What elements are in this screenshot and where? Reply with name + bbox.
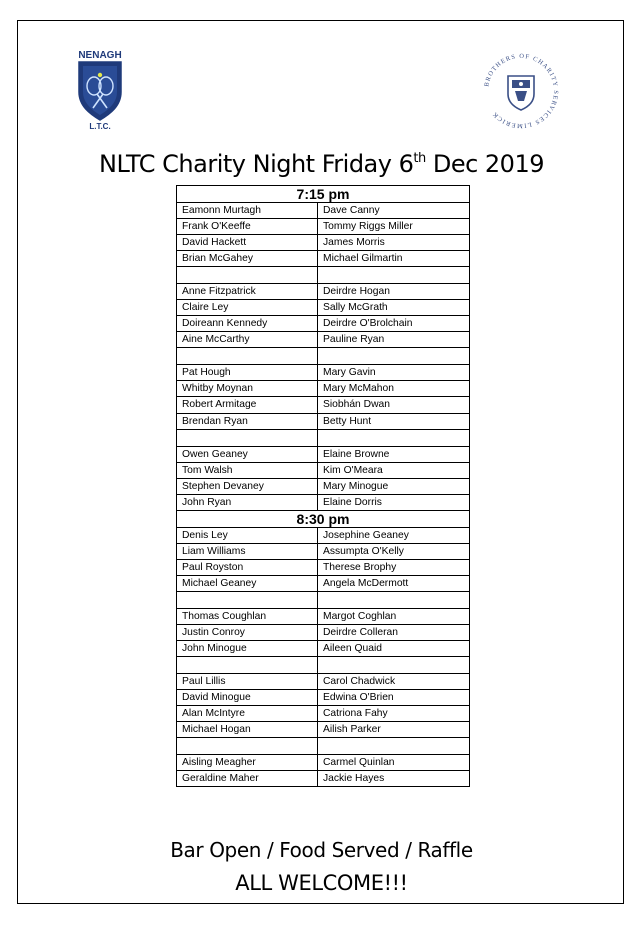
session-time: 8:30 pm: [177, 510, 470, 527]
player-name-right: Assumpta O'Kelly: [318, 543, 470, 559]
spacer-row: [177, 429, 470, 446]
pairing-row: [177, 251, 470, 267]
player-name-right: Jackie Hayes: [318, 771, 470, 787]
pairing-row: [177, 624, 470, 640]
player-name-left: Denis Ley: [177, 527, 318, 543]
player-name-right: Michael Gilmartin: [318, 251, 470, 267]
pairing-row: [177, 674, 470, 690]
player-name-left: Aisling Meagher: [177, 755, 318, 771]
pairing-row: [177, 203, 470, 219]
player-name-right: Carmel Quinlan: [318, 755, 470, 771]
pairing-row: [177, 722, 470, 738]
player-name-right: Elaine Dorris: [318, 494, 470, 510]
spacer-cell: [318, 738, 470, 755]
pairing-row: [177, 235, 470, 251]
pairing-row: [177, 300, 470, 316]
pairing-row: [177, 690, 470, 706]
player-name-right: Tommy Riggs Miller: [318, 219, 470, 235]
pairing-row: [177, 462, 470, 478]
logo-ltc-text: L.T.C.: [89, 122, 111, 130]
schedule-table: [176, 185, 470, 787]
spacer-row: [177, 738, 470, 755]
player-name-right: Mary Gavin: [318, 365, 470, 381]
spacer-cell: [177, 657, 318, 674]
pairing-row: [177, 397, 470, 413]
pairing-row: [177, 316, 470, 332]
player-name-right: Dave Canny: [318, 203, 470, 219]
player-name-right: Aileen Quaid: [318, 641, 470, 657]
player-name-right: Deirdre Colleran: [318, 624, 470, 640]
player-name-left: Paul Royston: [177, 559, 318, 575]
time-heading-row: [177, 186, 470, 203]
player-name-right: Angela McDermott: [318, 575, 470, 591]
pairing-row: [177, 446, 470, 462]
spacer-cell: [318, 267, 470, 284]
player-name-right: Betty Hunt: [318, 413, 470, 429]
player-name-left: Stephen Devaney: [177, 478, 318, 494]
spacer-cell: [177, 738, 318, 755]
spacer-row: [177, 591, 470, 608]
pairing-row: [177, 559, 470, 575]
player-name-left: Doireann Kennedy: [177, 316, 318, 332]
player-name-left: Robert Armitage: [177, 397, 318, 413]
pairing-row: [177, 575, 470, 591]
player-name-left: Frank O'Keeffe: [177, 219, 318, 235]
player-name-left: John Minogue: [177, 641, 318, 657]
player-name-left: Eamonn Murtagh: [177, 203, 318, 219]
pairing-row: [177, 706, 470, 722]
player-name-right: Deirdre O'Brolchain: [318, 316, 470, 332]
player-name-right: Ailish Parker: [318, 722, 470, 738]
pairing-row: [177, 381, 470, 397]
player-name-left: Brendan Ryan: [177, 413, 318, 429]
title-tail: Dec 2019: [425, 150, 544, 178]
pairing-row: [177, 494, 470, 510]
player-name-right: Catriona Fahy: [318, 706, 470, 722]
player-name-left: Liam Williams: [177, 543, 318, 559]
player-name-right: Edwina O'Brien: [318, 690, 470, 706]
player-name-left: Justin Conroy: [177, 624, 318, 640]
player-name-right: Deirdre Hogan: [318, 284, 470, 300]
player-name-right: Josephine Geaney: [318, 527, 470, 543]
pairing-row: [177, 478, 470, 494]
spacer-row: [177, 348, 470, 365]
spacer-cell: [318, 591, 470, 608]
player-name-left: Paul Lillis: [177, 674, 318, 690]
spacer-cell: [318, 429, 470, 446]
spacer-cell: [318, 348, 470, 365]
session-time: 7:15 pm: [177, 186, 470, 203]
player-name-right: Therese Brophy: [318, 559, 470, 575]
pairing-row: [177, 608, 470, 624]
brothers-of-charity-seal: [476, 46, 566, 136]
player-name-right: Mary McMahon: [318, 381, 470, 397]
player-name-right: Pauline Ryan: [318, 332, 470, 348]
pairing-row: [177, 413, 470, 429]
logo-nenagh-text: NENAGH: [78, 50, 122, 61]
pairing-row: [177, 771, 470, 787]
player-name-right: Elaine Browne: [318, 446, 470, 462]
spacer-cell: [177, 591, 318, 608]
player-name-right: Sally McGrath: [318, 300, 470, 316]
pairing-row: [177, 641, 470, 657]
player-name-left: Pat Hough: [177, 365, 318, 381]
spacer-cell: [318, 657, 470, 674]
player-name-left: Geraldine Maher: [177, 771, 318, 787]
player-name-right: Mary Minogue: [318, 478, 470, 494]
player-name-left: Alan McIntyre: [177, 706, 318, 722]
player-name-right: Siobhán Dwan: [318, 397, 470, 413]
player-name-left: Whitby Moynan: [177, 381, 318, 397]
player-name-right: James Morris: [318, 235, 470, 251]
page-title: [0, 150, 643, 178]
player-name-left: David Minogue: [177, 690, 318, 706]
player-name-left: Claire Ley: [177, 300, 318, 316]
spacer-row: [177, 657, 470, 674]
spacer-row: [177, 267, 470, 284]
title-ordinal: th: [413, 151, 426, 166]
time-heading-row: [177, 510, 470, 527]
spacer-cell: [177, 348, 318, 365]
pairing-row: [177, 365, 470, 381]
spacer-cell: [177, 267, 318, 284]
spacer-cell: [177, 429, 318, 446]
footer-welcome: ALL WELCOME!!!: [235, 871, 408, 895]
player-name-left: Owen Geaney: [177, 446, 318, 462]
player-name-left: Brian McGahey: [177, 251, 318, 267]
pairing-row: [177, 543, 470, 559]
pairing-row: [177, 219, 470, 235]
player-name-left: Aine McCarthy: [177, 332, 318, 348]
player-name-left: Thomas Coughlan: [177, 608, 318, 624]
seal-ring-text: BROTHERS OF CHARITY SERVICES LIMERICK: [483, 52, 560, 130]
pairing-row: [177, 284, 470, 300]
player-name-left: John Ryan: [177, 494, 318, 510]
player-name-right: Carol Chadwick: [318, 674, 470, 690]
player-name-left: Anne Fitzpatrick: [177, 284, 318, 300]
pairing-row: [177, 332, 470, 348]
player-name-left: David Hackett: [177, 235, 318, 251]
nenagh-ltc-logo: [74, 48, 126, 130]
pairing-row: [177, 527, 470, 543]
player-name-right: Kim O'Meara: [318, 462, 470, 478]
footer-announcement: Bar Open / Food Served / Raffle: [170, 838, 473, 862]
player-name-left: Tom Walsh: [177, 462, 318, 478]
player-name-right: Margot Coghlan: [318, 608, 470, 624]
player-name-left: Michael Hogan: [177, 722, 318, 738]
pairing-row: [177, 755, 470, 771]
player-name-left: Michael Geaney: [177, 575, 318, 591]
title-main: NLTC Charity Night Friday 6: [99, 150, 414, 178]
